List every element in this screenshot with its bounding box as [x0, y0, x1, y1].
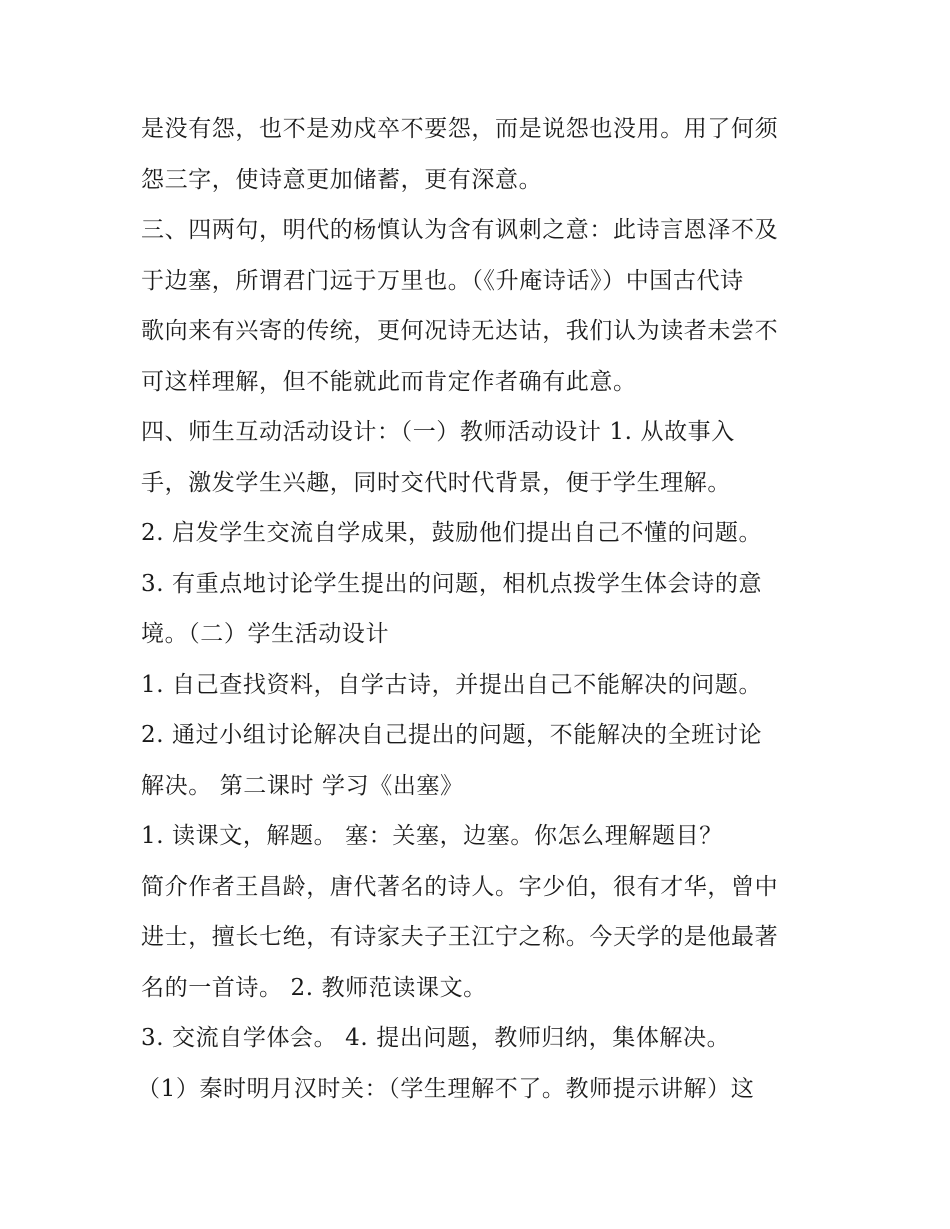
text-line: 手，激发学生兴趣，同时交代时代背景，便于学生理解。: [141, 469, 731, 496]
text-line: 四、师生互动活动设计：（一）教师活动设计 1. 从故事入: [141, 419, 735, 445]
text-line: 1. 自己查找资料，自学古诗，并提出自己不能解决的问题。: [141, 671, 763, 698]
text-line: 简介作者王昌龄，唐代著名的诗人。字少伯，很有才华，曾中: [141, 873, 779, 900]
text-line: 于边塞，所谓君门远于万里也。（《升庵诗话》）中国古代诗: [141, 267, 744, 294]
text-line: 可这样理解，但不能就此而肯定作者确有此意。: [141, 368, 637, 395]
text-line: 1. 读课文，解题。 塞：关塞，边塞。你怎么理解题目？: [141, 823, 723, 849]
text-line: 3. 交流自学体会。 4. 提出问题，教师归纳，集体解决。: [141, 1025, 731, 1051]
text-line: 进士，擅长七绝，有诗家夫子王江宁之称。今天学的是他最著: [141, 924, 779, 950]
text-line: 解决。 第二课时 学习《出塞》: [141, 772, 464, 799]
text-line: 2. 启发学生交流自学成果，鼓励他们提出自己不懂的问题。: [141, 520, 763, 546]
body-text: [137, 104, 821, 1114]
text-line: 是没有怨，也不是劝戍卒不要怨，而是说怨也没用。用了何须: [141, 116, 779, 142]
text-line: 2. 通过小组讨论解决自己提出的问题，不能解决的全班讨论: [141, 722, 763, 748]
text-line: 怨三字，使诗意更加储蓄，更有深意。: [141, 166, 543, 193]
text-line: 歌向来有兴寄的传统，更何况诗无达诂，我们认为读者未尝不: [141, 318, 779, 344]
text-line: 名的一首诗。 2. 教师范读课文。: [141, 974, 487, 1001]
text-line: 境。（二）学生活动设计: [141, 621, 390, 647]
text-line: 三、四两句，明代的杨慎认为含有讽刺之意：此诗言恩泽不及: [141, 217, 779, 243]
text-line: （1）秦时明月汉时关：（学生理解不了。教师提示讲解）这: [137, 1075, 755, 1102]
text-line: 3. 有重点地讨论学生提出的问题，相机点拨学生体会诗的意: [141, 570, 763, 597]
